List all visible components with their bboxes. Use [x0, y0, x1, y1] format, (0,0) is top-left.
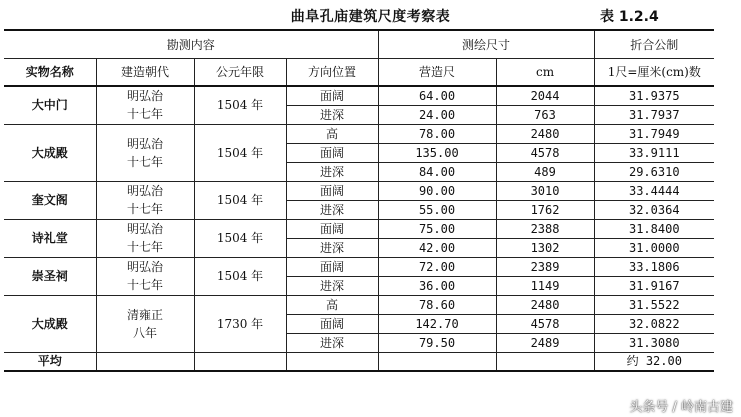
- cm-cell: 2044: [496, 86, 594, 105]
- direction-cell: 面阔: [286, 143, 378, 162]
- ratio-cell: 31.7949: [594, 124, 714, 143]
- building-name: 诗礼堂: [4, 219, 96, 257]
- table-row: [4, 219, 714, 238]
- empty-cell: [194, 352, 286, 371]
- chi-cell: 64.00: [378, 86, 496, 105]
- header-convert: 折合公制: [594, 30, 714, 59]
- table-row: [4, 295, 714, 314]
- building-name: 大成殿: [4, 295, 96, 352]
- header-dynasty: 建造朝代: [96, 59, 194, 87]
- header-survey: 勘测内容: [4, 30, 378, 59]
- chi-cell: 84.00: [378, 162, 496, 181]
- chi-cell: 78.00: [378, 124, 496, 143]
- average-label: 平均: [4, 352, 96, 371]
- cm-cell: 2489: [496, 333, 594, 352]
- dynasty-cell: [96, 86, 194, 124]
- dynasty-line: 十七年: [126, 202, 163, 216]
- building-name: 大成殿: [4, 124, 96, 181]
- cm-cell: 1302: [496, 238, 594, 257]
- cm-cell: 2389: [496, 257, 594, 276]
- table-row: [4, 257, 714, 276]
- direction-cell: 进深: [286, 238, 378, 257]
- chi-cell: 135.00: [378, 143, 496, 162]
- dynasty-line: 八年: [132, 325, 157, 340]
- cm-cell: 4578: [496, 314, 594, 333]
- cm-cell: 2480: [496, 295, 594, 314]
- direction-cell: 面阔: [286, 314, 378, 333]
- chi-cell: 90.00: [378, 181, 496, 200]
- ratio-cell: 31.9167: [594, 276, 714, 295]
- dynasty-line: 明弘治: [126, 136, 163, 151]
- header-chi: 营造尺: [378, 59, 496, 87]
- building-name: 奎文阁: [4, 181, 96, 219]
- direction-cell: 进深: [286, 162, 378, 181]
- header-measure: 测绘尺寸: [378, 30, 594, 59]
- dynasty-line: 明弘治: [126, 89, 163, 104]
- chi-cell: 55.00: [378, 200, 496, 219]
- chi-cell: 24.00: [378, 105, 496, 124]
- header-name: 实物名称: [4, 59, 96, 87]
- dynasty-line: 十七年: [126, 278, 163, 292]
- cm-cell: 763: [496, 105, 594, 124]
- header-cm: cm: [496, 59, 594, 87]
- table-row: [4, 124, 714, 143]
- table-number: 表 1.2.4: [600, 9, 659, 25]
- direction-cell: 高: [286, 124, 378, 143]
- dynasty-cell: [96, 181, 194, 219]
- year-cell: 1730 年: [194, 295, 286, 352]
- chi-cell: 142.70: [378, 314, 496, 333]
- chi-cell: 72.00: [378, 257, 496, 276]
- chi-cell: 42.00: [378, 238, 496, 257]
- header-direction: 方向位置: [286, 59, 378, 87]
- ratio-cell: 31.5522: [594, 295, 714, 314]
- direction-cell: 面阔: [286, 219, 378, 238]
- cm-cell: 3010: [496, 181, 594, 200]
- year-cell: 1504 年: [194, 219, 286, 257]
- year-cell: 1504 年: [194, 181, 286, 219]
- dynasty-cell: [96, 124, 194, 181]
- empty-cell: [378, 352, 496, 371]
- direction-cell: 面阔: [286, 257, 378, 276]
- average-value: 约 32.00: [594, 352, 714, 371]
- direction-cell: 面阔: [286, 181, 378, 200]
- header-row-columns: [4, 59, 714, 87]
- ratio-cell: 31.0000: [594, 238, 714, 257]
- cm-cell: 2480: [496, 124, 594, 143]
- average-row: [4, 352, 714, 371]
- ratio-cell: 31.7937: [594, 105, 714, 124]
- table-body: [4, 86, 714, 371]
- header-ratio: 1尺=厘米(cm)数: [594, 59, 714, 87]
- cm-cell: 2388: [496, 219, 594, 238]
- dynasty-line: 明弘治: [126, 260, 163, 274]
- survey-table: [4, 29, 714, 372]
- ratio-cell: 32.0364: [594, 200, 714, 219]
- year-cell: 1504 年: [194, 86, 286, 124]
- header-year: 公元年限: [194, 59, 286, 87]
- dynasty-line: 十七年: [126, 107, 163, 122]
- building-name: 崇圣祠: [4, 257, 96, 295]
- direction-cell: 高: [286, 295, 378, 314]
- year-cell: 1504 年: [194, 124, 286, 181]
- empty-cell: [96, 352, 194, 371]
- chi-cell: 36.00: [378, 276, 496, 295]
- dynasty-line: 十七年: [126, 240, 163, 254]
- dynasty-line: 明弘治: [126, 222, 163, 236]
- watermark: 头条号 / 岭南古建: [629, 400, 733, 415]
- direction-cell: 面阔: [286, 86, 378, 105]
- direction-cell: 进深: [286, 276, 378, 295]
- dynasty-cell: [96, 219, 194, 257]
- chi-cell: 78.60: [378, 295, 496, 314]
- cm-cell: 1149: [496, 276, 594, 295]
- direction-cell: 进深: [286, 200, 378, 219]
- ratio-cell: 29.6310: [594, 162, 714, 181]
- empty-cell: [286, 352, 378, 371]
- ratio-cell: 31.3080: [594, 333, 714, 352]
- dynasty-cell: [96, 295, 194, 352]
- dynasty-cell: [96, 257, 194, 295]
- building-name: 大中门: [4, 86, 96, 124]
- ratio-cell: 33.1806: [594, 257, 714, 276]
- dynasty-line: 十七年: [126, 154, 163, 169]
- table-row: [4, 86, 714, 105]
- year-cell: 1504 年: [194, 257, 286, 295]
- cm-cell: 4578: [496, 143, 594, 162]
- cm-cell: 489: [496, 162, 594, 181]
- ratio-cell: 31.8400: [594, 219, 714, 238]
- table-title: 曲阜孔庙建筑尺度考察表: [290, 9, 451, 25]
- direction-cell: 进深: [286, 333, 378, 352]
- ratio-cell: 33.9111: [594, 143, 714, 162]
- header-row-group: [4, 30, 714, 59]
- ratio-cell: 33.4444: [594, 181, 714, 200]
- empty-cell: [496, 352, 594, 371]
- cm-cell: 1762: [496, 200, 594, 219]
- chi-cell: 79.50: [378, 333, 496, 352]
- ratio-cell: 31.9375: [594, 86, 714, 105]
- table-row: [4, 181, 714, 200]
- direction-cell: 进深: [286, 105, 378, 124]
- chi-cell: 75.00: [378, 219, 496, 238]
- ratio-cell: 32.0822: [594, 314, 714, 333]
- dynasty-line: 明弘治: [126, 184, 163, 198]
- dynasty-line: 清雍正: [126, 307, 163, 322]
